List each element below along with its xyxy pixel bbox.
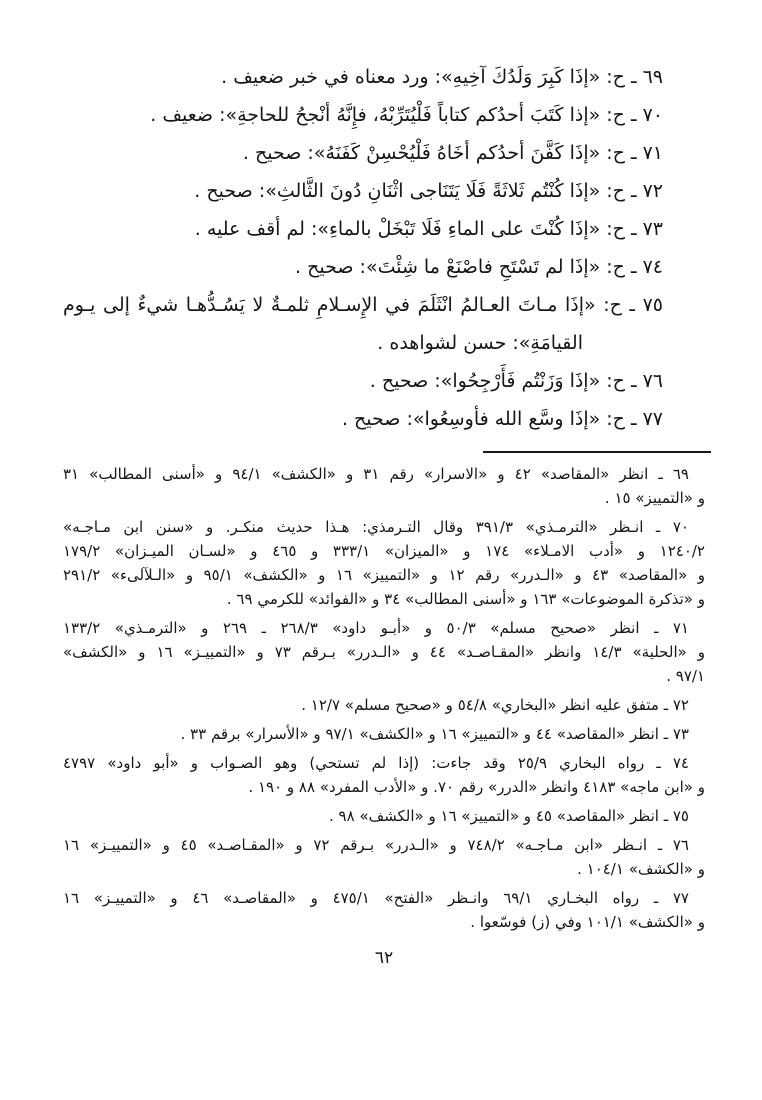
footnote-69 xyxy=(63,462,705,510)
footnote-75 xyxy=(63,804,705,828)
hadith-line: ٧٢ ـ ح: «إذَا كُنْتُم ثَلاثَةً فَلَا يَتَنَاجى اثْنَانِ دُونَ الثَّالثِ»: صحيح . xyxy=(194,180,663,202)
hadith-entry-77 xyxy=(63,400,705,438)
footnote-77 xyxy=(63,886,705,934)
hadith-line: ٧٣ ـ ح: «إذَا كُنْتَ على الماءِ فَلَا تَبْخَلْ بالماءِ»: لم أقف عليه . xyxy=(194,218,663,240)
footnote-line: و «الحلية» ١٤/٣ وانظر «المقـاصـد» ٤٤ و «الـدرر» بـرقم ٧٣ و «التمييـز» ١٦ و «الكشف» xyxy=(63,643,705,661)
hadith-line: ٧٤ ـ ح: «إذَا لم تَسْتَحِ فاصْنَعْ ما شِئْتَ»: صحيح . xyxy=(295,256,663,278)
hadith-entry-69 xyxy=(63,58,705,96)
footnote-70 xyxy=(63,515,705,611)
footnotes-section xyxy=(63,462,705,934)
hadith-line: ٧٠ ـ ح: «إذا كَتَبَ أحدُكم كتاباً فَلْيُتَرِّبْهُ، فإِنَّهُ أنْجحُ للحاجةِ»: ضعيف . xyxy=(150,104,663,126)
hadith-line: ٧٦ ـ ح: «إذَا وَزَنْتُم فَأَرْجِحُوا»: صحيح . xyxy=(369,370,663,392)
hadith-entry-73 xyxy=(63,210,705,248)
hadith-entry-74 xyxy=(63,248,705,286)
footnote-line: و «التمييز» ١٥ . xyxy=(604,489,705,507)
footnote-line: ٧٤ ـ رواه البخاري ٢٥/٩ وقد جاءت: (إذا لم تستحي) وهو الصـواب و «أبو داود» ٤٧٩٧ xyxy=(63,754,689,772)
footnote-line: و «الكشف» ١٠١/١ وفي (ز) فوسّعوا . xyxy=(470,913,705,931)
footnote-76 xyxy=(63,833,705,881)
hadith-entry-76 xyxy=(63,362,705,400)
hadith-entry-71 xyxy=(63,134,705,172)
footnote-line: ٧٠ ـ انـظر «الترمـذي» ٣٩١/٣ وقال التـرمذي: هـذا حديث منكـر. و «سنن ابن مـاجـه» xyxy=(63,518,689,536)
footnote-line: و «المقاصد» ٤٣ و «الـدرر» رقم ١٢ و «التمييز» ١٦ و «الكشف» ٩٥/١ و «الـلآلىء» ٢٩١/٢ xyxy=(63,566,705,584)
hadith-line: ٧١ ـ ح: «إذَا كَفَّنَ أحدُكم أخَاهُ فَلْيُحْسِنْ كَفَنَهُ»: صحيح . xyxy=(242,142,663,164)
hadith-line: ٧٧ ـ ح: «إذَا وسَّع الله فأوسِعُوا»: صحيح . xyxy=(341,408,663,430)
footnote-line: ٧٦ ـ انـظر «ابن مـاجـه» ٧٤٨/٢ و «الـدرر» بـرقم ٧٢ و «المقـاصـد» ٤٥ و «التمييـز» ١٦ xyxy=(63,836,689,854)
footnote-line: ٩٧/١ . xyxy=(666,667,705,685)
footnote-line: و «الكشف» ١٠٤/١ . xyxy=(577,860,705,878)
hadith-entry-75 xyxy=(63,286,705,362)
footnote-line: و «ابن ماجه» ٤١٨٣ وانظر «الدرر» رقم ٧٠. و «الأدب المفرد» ٨٨ و ١٩٠ . xyxy=(248,778,705,796)
hadith-line: ٧٥ ـ ح: «إذَا مـاتَ العـالمُ انْثَلَمَ في الإِسـلامِ ثلمـةٌ لا يَسُـدُّهـا شيءٌ إلى يـوم xyxy=(63,294,663,316)
footnote-72 xyxy=(63,693,705,717)
hadith-line: القيامَةِ»: حسن لشواهده . xyxy=(377,332,583,354)
footnote-line: ٦٩ ـ انظر «المقاصد» ٤٢ و «الاسرار» رقم ٣١ و «الكشف» ٩٤/١ و «أسنى المطالب» ٣١ xyxy=(63,465,689,483)
hadith-list xyxy=(63,58,705,438)
hadith-entry-70 xyxy=(63,96,705,134)
footnote-line: ١٢٤٠/٢ و «أدب الامـلاء» ١٧٤ و «الميزان» ٣٣٣/١ و ٤٦٥ و «لسـان الميـزان» ١٧٩/٢ xyxy=(63,542,705,560)
hadith-entry-72 xyxy=(63,172,705,210)
footnote-71 xyxy=(63,616,705,688)
footnote-line: ٧٢ ـ متفق عليه انظر «البخاري» ٥٤/٨ و «صحيح مسلم» ١٢/٧ . xyxy=(301,696,689,714)
page-number: ٦٢ xyxy=(374,948,394,968)
footnote-line: ٧٥ ـ انظر «المقاصد» ٤٥ و «التمييز» ١٦ و «الكشف» ٩٨ . xyxy=(329,807,689,825)
footnote-line: ٧٧ ـ رواه البخـاري ٦٩/١ وانـظر «الفتح» ٤٧٥/١ و «المقاصـد» ٤٦ و «التمييـز» ١٦ xyxy=(63,889,689,907)
footnote-line: ٧٣ ـ انظر «المقاصد» ٤٤ و «التمييز» ١٦ و «الكشف» ٩٧/١ و «الأسرار» برقم ٣٣ . xyxy=(180,725,689,743)
footnote-line: ٧١ ـ انظر «صحيح مسلم» ٥٠/٣ و «أبـو داود» ٢٦٨/٣ ـ ٢٦٩ و «الترمـذي» ١٣٣/٢ xyxy=(63,619,689,637)
footnote-73 xyxy=(63,722,705,746)
hadith-line: ٦٩ ـ ح: «إذَا كَبِرَ وَلَدُكَ آخِيهِ»: ورد معناه في خبر ضعيف . xyxy=(221,66,663,88)
footnote-line: و «تذكرة الموضوعات» ١٦٣ و «أسنى المطالب» ٣٤ و «الفوائد» للكرمي ٦٩ . xyxy=(226,590,705,608)
footnote-74 xyxy=(63,751,705,799)
footnote-separator xyxy=(483,451,711,453)
